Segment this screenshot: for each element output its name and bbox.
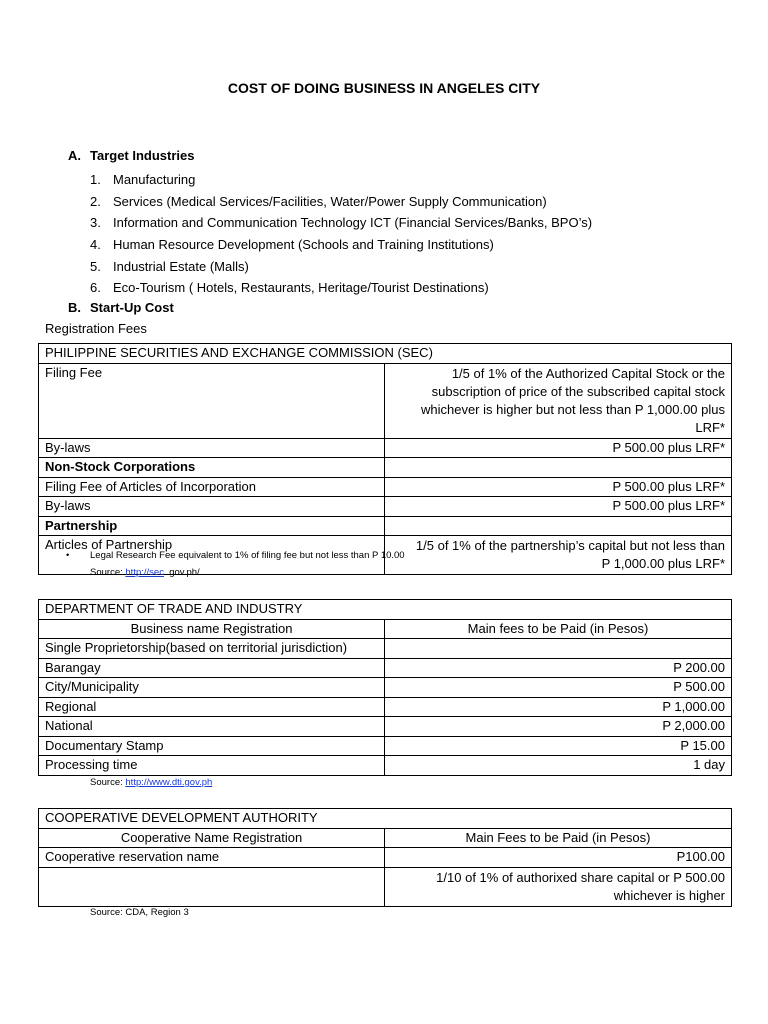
list-number: 6. [90, 280, 101, 296]
fee-value-line: P 1,000.00 plus LRF* [601, 556, 725, 571]
fee-value-line: whichever is higher [613, 887, 726, 903]
list-number: 3. [90, 215, 101, 231]
page-title: COST OF DOING BUSINESS IN ANGELES CITY [227, 80, 541, 96]
table-row [39, 639, 732, 659]
table-row [39, 658, 732, 678]
fee-value-line: 1/5 of 1% of the Authorized Capital Stock or the [451, 365, 725, 381]
table-header: PHILIPPINE SECURITIES AND EXCHANGE COMMISSION (SEC) [39, 344, 732, 364]
fee-label: Cooperative reservation name [39, 848, 385, 868]
source-label: Source: [90, 567, 123, 578]
fee-label: Regional [39, 697, 385, 717]
cda-fee-table [38, 808, 732, 907]
registration-fees-label: Registration Fees [45, 321, 147, 336]
fee-label: By-laws [39, 438, 385, 458]
fee-value: P 2,000.00 [385, 717, 732, 737]
column-header: Main fees to be Paid (in Pesos) [385, 619, 732, 639]
fee-value: P 15.00 [385, 736, 732, 756]
list-item [90, 191, 592, 213]
section-b-marker: B. [68, 300, 81, 315]
fee-value [385, 639, 732, 659]
sec-source-link[interactable]: http://sec [125, 567, 164, 578]
table-row [39, 809, 732, 829]
fee-value [385, 867, 732, 906]
dti-fee-table [38, 599, 732, 776]
fee-category: Partnership [39, 516, 385, 536]
list-item [90, 234, 592, 256]
fee-label: Documentary Stamp [39, 736, 385, 756]
source-label: Source: [90, 777, 123, 788]
sec-source [90, 567, 200, 578]
fee-value [385, 536, 732, 575]
source-rest: . gov.ph/ [163, 567, 200, 578]
column-header: Main Fees to be Paid (in Pesos) [385, 828, 732, 848]
table-row [39, 600, 732, 620]
lrf-note [66, 550, 405, 561]
industry-list [90, 169, 592, 299]
dti-source [90, 777, 212, 788]
fee-value [385, 458, 732, 478]
list-text: Services (Medical Services/Facilities, Water/Power Supply Communication) [113, 193, 547, 209]
list-text: Human Resource Development (Schools and Training Institutions) [113, 237, 494, 253]
dti-source-link[interactable]: http://www.dti.gov.ph [125, 777, 213, 788]
column-header: Business name Registration [39, 619, 385, 639]
fee-value-line: whichever is higher but not less than P 1,000.00 plus LRF* [420, 401, 725, 435]
fee-value: P 500.00 plus LRF* [385, 477, 732, 497]
fee-value: P 500.00 plus LRF* [385, 497, 732, 517]
section-a-marker: A. [68, 148, 81, 163]
table-row [39, 867, 732, 906]
section-a-heading [68, 148, 195, 163]
fee-category: Non-Stock Corporations [39, 458, 385, 478]
table-row [39, 497, 732, 517]
fee-label: Articles of Partnership [39, 536, 385, 575]
fee-label: National [39, 717, 385, 737]
table-row [39, 438, 732, 458]
fee-label: Processing time [39, 756, 385, 776]
fee-label: Barangay [39, 658, 385, 678]
list-text: Eco-Tourism ( Hotels, Restaurants, Heritage/Tourist Destinations) [113, 280, 489, 296]
table-row [39, 756, 732, 776]
list-number: 2. [90, 193, 101, 209]
table-row [39, 516, 732, 536]
section-b-heading [68, 300, 174, 315]
fee-value: P 500.00 [385, 678, 732, 698]
fee-value-line: 1/5 of 1% of the partnership’s capital but not less than [415, 538, 725, 553]
fee-label: Filing Fee [39, 363, 385, 438]
fee-value-line: 1/10 of 1% of authorixed share capital or P 500.00 [436, 869, 726, 885]
fee-value [385, 363, 732, 438]
list-text: Manufacturing [113, 172, 196, 187]
fee-value: P 1,000.00 [385, 697, 732, 717]
section-b-title: Start-Up Cost [90, 300, 174, 315]
table-row [39, 828, 732, 848]
fee-value: P 200.00 [385, 658, 732, 678]
table-row [39, 697, 732, 717]
list-text: Information and Communication Technology ICT (Financial Services/Banks, BPO’s) [113, 215, 593, 231]
fee-value: P100.00 [385, 848, 732, 868]
list-item [90, 256, 592, 278]
fee-value [385, 516, 732, 536]
list-number: 4. [90, 237, 101, 253]
table-row [39, 678, 732, 698]
table-row [39, 717, 732, 737]
table-header: DEPARTMENT OF TRADE AND INDUSTRY [39, 600, 732, 620]
list-item [90, 169, 592, 191]
lrf-note-text: Legal Research Fee equivalent to 1% of filing fee but not less than P 10.00 [90, 550, 405, 561]
fee-label: Single Proprietorship(based on territorial jurisdiction) [39, 639, 385, 659]
fee-value: P 500.00 plus LRF* [385, 438, 732, 458]
fee-value-line: subscription of price of the subscribed capital stock [431, 383, 725, 399]
list-number: 5. [90, 258, 101, 274]
table-row [39, 363, 732, 438]
sec-fee-table [38, 343, 732, 575]
list-number: 1. [90, 172, 101, 187]
fee-label [39, 867, 385, 906]
table-row [39, 344, 732, 364]
fee-label: Filing Fee of Articles of Incorporation [39, 477, 385, 497]
table-row [39, 458, 732, 478]
table-row [39, 619, 732, 639]
table-row [39, 736, 732, 756]
table-row [39, 477, 732, 497]
list-text: Industrial Estate (Malls) [113, 258, 249, 274]
table-row [39, 848, 732, 868]
fee-label: City/Municipality [39, 678, 385, 698]
fee-value: 1 day [385, 756, 732, 776]
column-header: Cooperative Name Registration [39, 828, 385, 848]
cda-source: Source: CDA, Region 3 [90, 907, 189, 918]
table-header: COOPERATIVE DEVELOPMENT AUTHORITY [39, 809, 732, 829]
bullet-icon: • [66, 550, 70, 561]
fee-label: By-laws [39, 497, 385, 517]
list-item [90, 277, 592, 299]
section-a-title: Target Industries [90, 148, 195, 163]
list-item [90, 212, 592, 234]
